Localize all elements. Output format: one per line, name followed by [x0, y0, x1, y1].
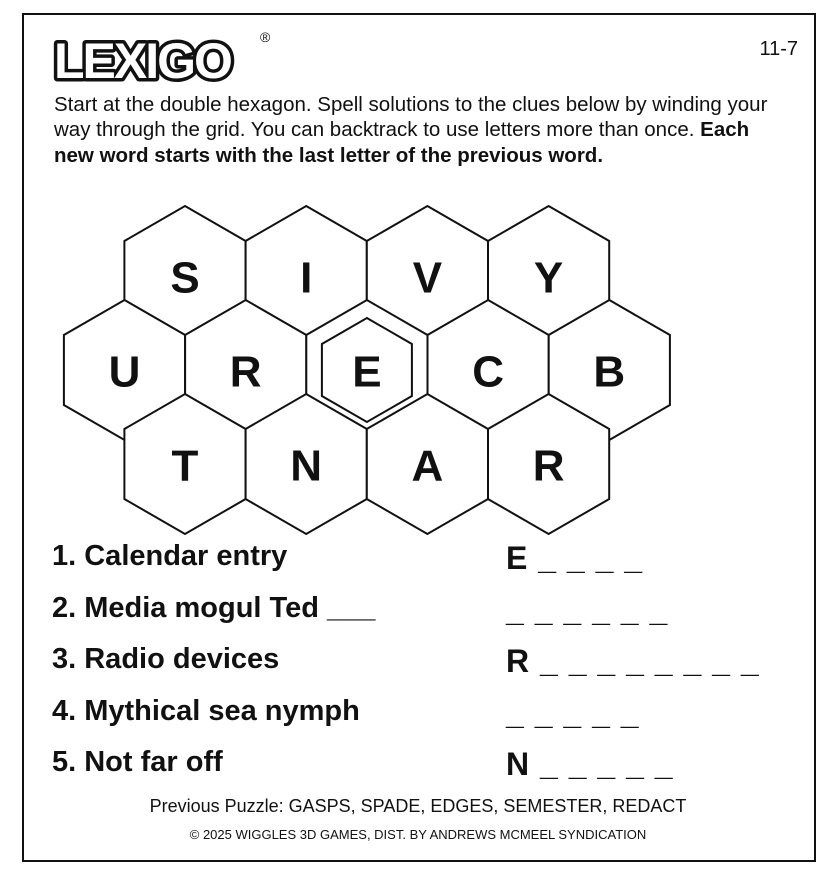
trademark-symbol: ® — [260, 29, 271, 45]
lexigo-logo — [50, 28, 280, 88]
answer-blanks[interactable]: E _ _ _ _ — [506, 540, 644, 576]
clue-list — [52, 540, 812, 798]
copyright-notice: © 2025 WIGGLES 3D GAMES, DIST. BY ANDREWS MCMEEL SYNDICATION — [189, 827, 647, 842]
hex-letter: I — [300, 253, 313, 303]
clue-text: 5. Not far off — [52, 746, 223, 778]
clue-row — [52, 746, 812, 798]
hex-letter: T — [171, 441, 199, 491]
hex-grid — [108, 205, 738, 535]
answer-blanks[interactable]: _ _ _ _ _ — [506, 694, 640, 731]
instructions — [54, 92, 789, 168]
instructions-bold-text: Each new word starts with the last letter of the previous word. — [54, 118, 750, 167]
instructions-text: Start at the double hexagon. Spell solutions to the clues below by winding your way through the grid. You can backtrack to use letters more than once. — [54, 93, 768, 142]
hex-letter: S — [170, 253, 200, 303]
hex-letter: Y — [533, 253, 564, 303]
answer-blanks[interactable]: N _ _ _ _ _ — [506, 746, 674, 782]
hex-letter: C — [472, 347, 504, 397]
clue-text: 1. Calendar entry — [52, 540, 288, 572]
clue-text: 4. Mythical sea nymph — [52, 694, 360, 727]
hex-letter: B — [593, 347, 626, 397]
clue-row — [52, 540, 812, 592]
hex-letter: R — [229, 347, 262, 397]
answer-blanks[interactable]: R _ _ _ _ _ _ _ _ — [506, 643, 760, 679]
hex-letter: V — [412, 253, 443, 303]
clue-row — [52, 695, 812, 747]
hex-letter: U — [108, 347, 141, 397]
hex-letter: E — [352, 347, 382, 397]
hex-letter: R — [532, 441, 565, 491]
previous-puzzle-answers: Previous Puzzle: GASPS, SPADE, EDGES, SEMESTER, REDACT — [149, 796, 687, 816]
answer-blanks[interactable]: _ _ _ _ _ _ — [506, 591, 669, 628]
clue-row — [52, 643, 812, 695]
logo-wordmark: LEXIGO — [54, 33, 231, 88]
clue-text: 3. Radio devices — [52, 643, 280, 675]
puzzle-number: 11-7 — [759, 38, 798, 60]
clue-text: 2. Media mogul Ted ___ — [52, 591, 376, 624]
hex-letter: A — [411, 441, 444, 491]
hex-letter: N — [290, 441, 323, 491]
clue-row — [52, 592, 812, 644]
